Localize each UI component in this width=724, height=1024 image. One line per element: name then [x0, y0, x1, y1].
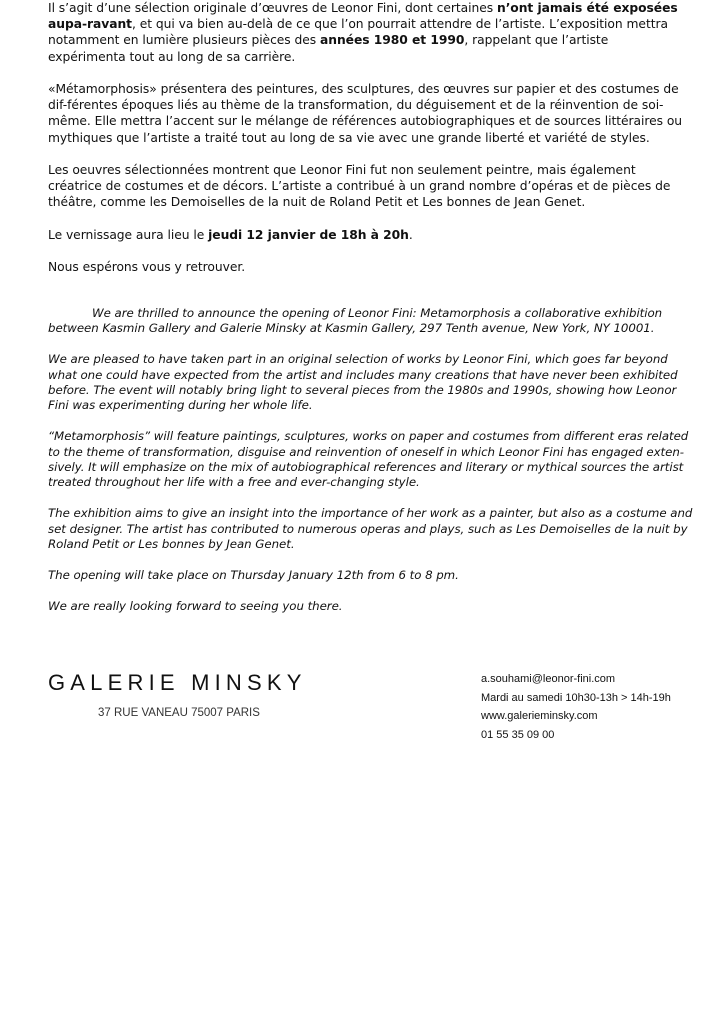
contact-email[interactable]: a.souhami@leonor-fini.com — [481, 673, 616, 685]
french-text-block — [48, 0, 684, 292]
gallery-address: 37 RUE VANEAU 75007 PARIS — [98, 707, 260, 719]
french-p1-text-2: , et qui va bien au-delà de ce que l’on pourrait attendre de l’artiste. L’exposition mettra notamment en lumière plusieurs pièces des — [48, 17, 668, 48]
french-paragraph-4 — [48, 227, 684, 243]
opening-hours: Mardi au samedi 10h30-13h > 14h-19h — [481, 691, 671, 704]
french-p1-emphasis-decades: années 1980 et 1990 — [320, 33, 465, 48]
french-p4-text: Le vernissage aura lieu le — [48, 227, 209, 242]
english-text-block — [48, 306, 700, 629]
french-p1-text: Il s’agit d’une sélection originale d’œuvres de Leonor Fini, dont certaines — [48, 1, 497, 15]
english-paragraph-3: “Metamorphosis” will feature paintings, sculptures, works on paper and costumes from different eras related to the theme of transformation, disguise and reinvention of oneself in which Leonor Fini has engaged exten-sively. It will emphasize on the mix of autobiographical references and literary or mythical sources the artist treated throughout her life with a free and ever-changing style. — [48, 429, 689, 490]
french-paragraph-5: Nous espérons vous y retrouver. — [48, 260, 246, 275]
contact-info — [481, 670, 671, 744]
french-paragraph-2: «Métamorphosis» présentera des peintures, des sculptures, des œuvres sur papier et des costumes de dif-férentes époques liés au thème de la transformation, du déguisement et de la réinvention de soi-même. Elle mettra l’accent sur le mélange de références autobiographiques et de sources littéraires ou mythiques que l’artiste a traité tout au long de sa vie avec une grande liberté et variété de styles. — [48, 82, 683, 145]
english-paragraph-1: We are thrilled to announce the opening of Leonor Fini: Metamorphosis a collaborative exhibition between Kasmin Gallery and Galerie Minsky at Kasmin Gallery, 297 Tenth avenue, New York, NY 10001. — [48, 306, 663, 336]
french-paragraph-3: Les oeuvres sélectionnées montrent que Leonor Fini fut non seulement peintre, mais également créatrice de costumes et de décors. L’artiste a contribué à un grand nombre d’opéras et de pièces de théâtre, comme les Demoiselles de la nuit de Roland Petit et Les bonnes de Jean Genet. — [48, 163, 671, 210]
english-paragraph-2: We are pleased to have taken part in an original selection of works by Leonor Fini, which goes far beyond what one could have expected from the artist and includes many creations that have never been exhibited before. The event will notably bring light to several pieces from the 1980s and 1990s, showing how Leonor Fini was experimenting during her whole life. — [48, 352, 678, 413]
english-paragraph-4: The exhibition aims to give an insight into the importance of her work as a painter, but also as a costume and set designer. The artist has contributed to numerous operas and plays, such as Les Demoiselles de la nuit by Roland Petit or Les bonnes by Jean Genet. — [48, 506, 693, 552]
english-paragraph-6: We are really looking forward to seeing you there. — [48, 598, 343, 613]
french-p1-text-3: , rappelant que l’artiste expérimenta tout au long de sa carrière. — [48, 33, 609, 64]
website-link[interactable]: www.galerieminsky.com — [481, 710, 598, 723]
gallery-name-logo: GALERIE MINSKY — [48, 670, 307, 695]
french-p1-emphasis-unexhibited: n’ont jamais été exposées aupa-ravant — [48, 1, 678, 32]
english-paragraph-5: The opening will take place on Thursday January 12th from 6 to 8 pm. — [48, 567, 459, 582]
french-opening-date: jeudi 12 janvier de 18h à 20h — [208, 227, 409, 242]
french-p4-period: . — [408, 227, 413, 242]
phone-number: 01 55 35 09 00 — [481, 728, 555, 741]
french-paragraph-1 — [48, 0, 684, 65]
